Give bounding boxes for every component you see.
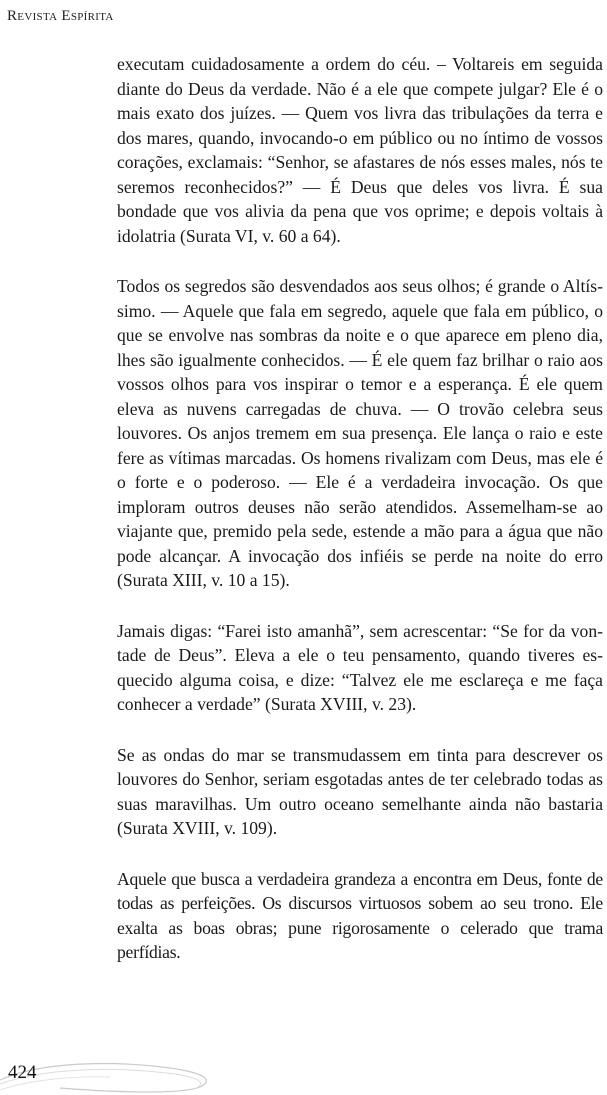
paragraph-2: Todos os segredos são desvendados aos seus olhos; é grande o Altíssimo. — Aquele que fala em segredo, aquele que fala em público, o que se envolve nas sombras da noite e o que aparece em pleno dia, lhes são igualmente conhecidos. — É ele quem faz brilhar o raio aos vossos olhos para vos inspirar o temor e a esperança. É ele quem eleva as nuvens carregadas de chuva. — O trovão celebra seus louvores. Os anjos tremem em sua presença. Ele lança o raio e este fere as vítimas marcadas. Os homens rivalizam com Deus, mas ele é o forte e o poderoso. — Ele é a verdadeira invocação. Os que imploram outros deuses não serão atendidos. Assemelham-se ao viajante que, premido pela sede, estende a mão para a água que não pode alcançar. A invocação dos infiéis se perde na noite do erro (Surata XIII, v. 10 a 15). [117, 276, 603, 590]
main-text-column [117, 52, 603, 965]
paragraph-4: Se as ondas do mar se transmudassem em tinta para descrever os louvores do Senhor, seriam esgotadas antes de ter celebrado todas as suas maravilhas. Um outro oceano semelhante ainda não bastaria (Surata XVIII, v. 109). [117, 744, 603, 838]
page-number: 424 [8, 1062, 37, 1083]
paragraph-5: Aquele que busca a verdadeira grandeza a encontra em Deus, fonte de todas as perfeições. Os discursos virtuosos sobem ao seu trono. Ele exalta as boas obras; pune rigorosamente o celerado que trama perfídias. [117, 868, 603, 962]
paragraph-1: executam cuidadosamente a ordem do céu. – Voltareis em seguida diante do Deus da verdade. Não é a ele que compete julgar? Ele é o mais exato dos juízes. — Quem vos livra das tribulações da terra e dos mares, quando, invocando-o em público ou no íntimo de vossos corações, exclamais: “Senhor, se afastares de nós esses males, nós te seremos reconhecidos?” — É Deus que deles vos livra. É sua bondade que vos alivia da pena que vos oprime; e depois voltais à idolatria (Surata VI, v. 60 a 64). [117, 54, 603, 246]
paragraph-3: Jamais digas: “Farei isto amanhã”, sem acrescentar: “Se for da vontade de Deus”. Eleva a ele o teu pensamento, quando tiveres esquecido alguma coisa, e dize: “Talvez ele me esclareça e me faça conhecer a verdade” (Surata XVIII, v. 23). [117, 620, 603, 714]
running-head-title: Revista Espírita [7, 8, 114, 24]
